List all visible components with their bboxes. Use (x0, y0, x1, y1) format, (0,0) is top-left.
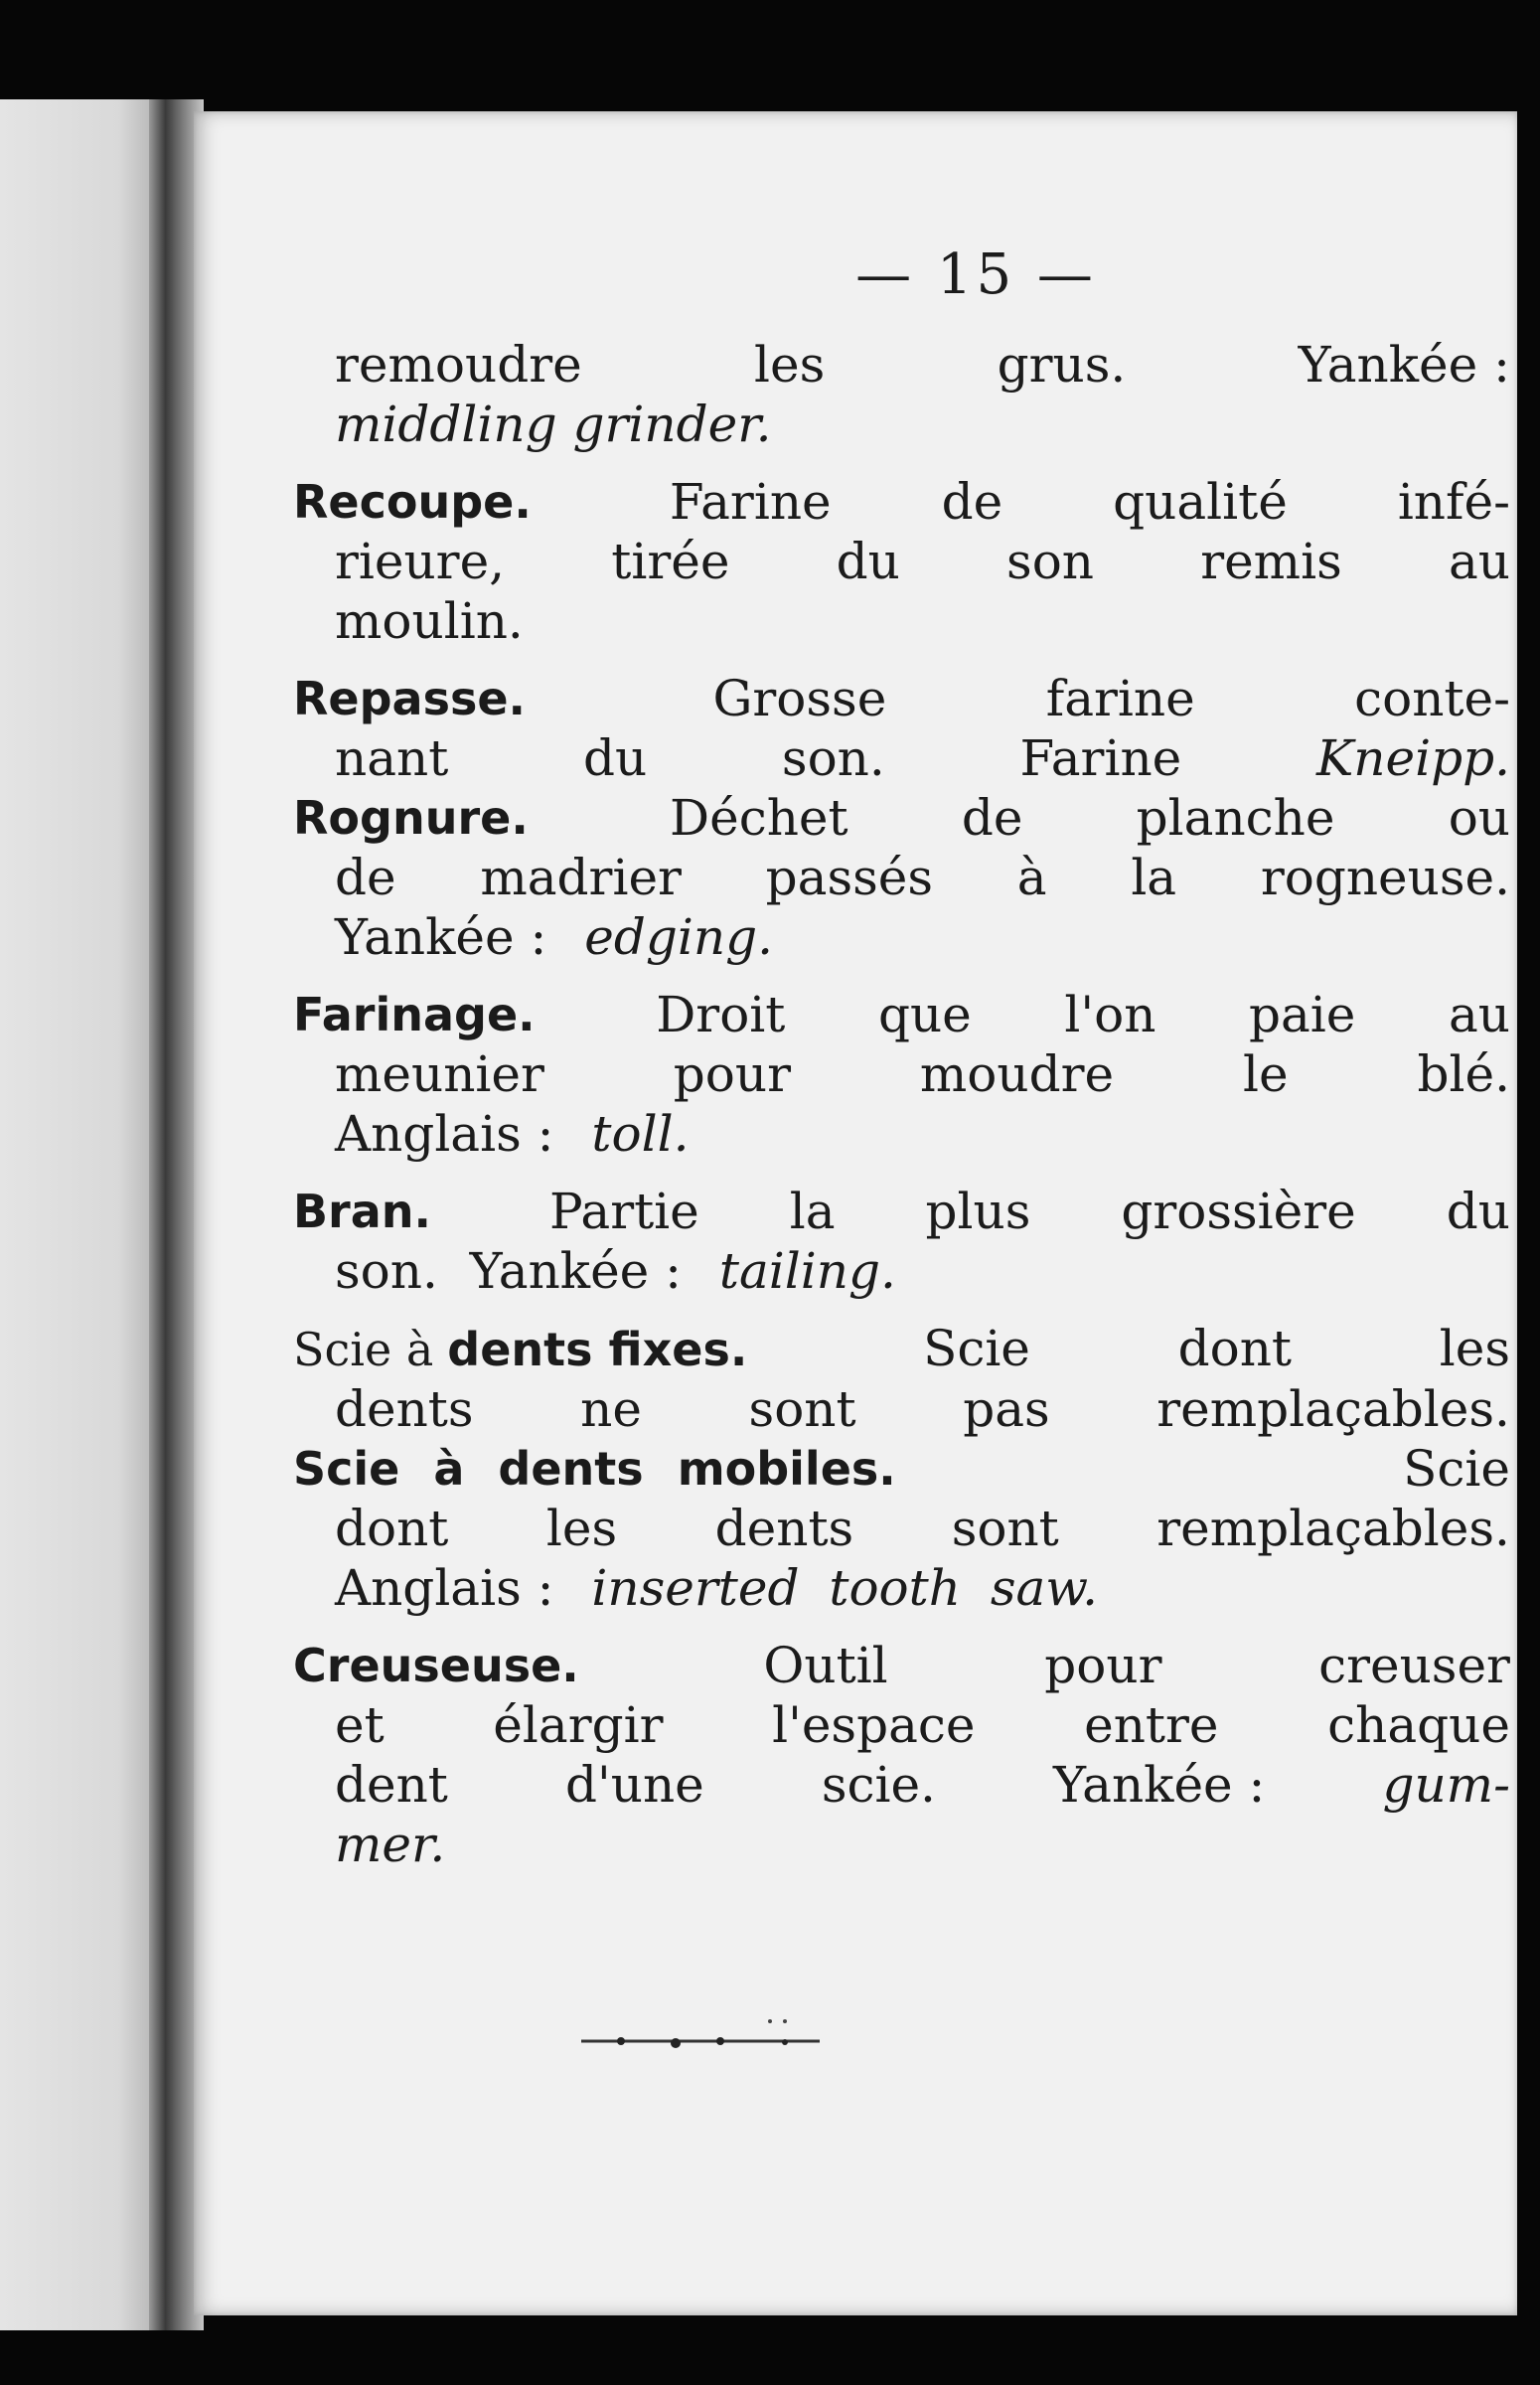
text-line: et élargir l'espace entre chaque (335, 1696, 1510, 1754)
page-text (293, 242, 1510, 1874)
entry-bran (293, 1182, 1510, 1301)
text-line: Creuseuse. Outil pour creuser (293, 1637, 1510, 1694)
text-line: dents ne sont pas remplaçables. (335, 1380, 1510, 1438)
entry-scie-dents-mobiles (293, 1439, 1510, 1618)
text-line: Scie à dents fixes. Scie dont les (293, 1320, 1510, 1377)
entry-repasse (293, 669, 1510, 788)
text-line: nant du son. Farine Kneipp. (335, 729, 1510, 787)
text-line: rieure, tirée du son remis au (335, 533, 1510, 590)
text-line: remoudre les grus. Yankée : (335, 336, 1510, 394)
text-line: de madrier passés à la rogneuse. (335, 849, 1510, 906)
entry-term: Repasse. (293, 672, 527, 725)
text-line: Rognure. Déchet de planche ou (293, 789, 1510, 847)
entry-recoupe (293, 472, 1510, 651)
entry-term: dents fixes. (447, 1323, 748, 1376)
text-line: meunier pour moudre le blé. (335, 1045, 1510, 1103)
text-line: son. Yankée : tailing. (335, 1242, 896, 1300)
text-line: Yankée : edging. (335, 908, 773, 966)
text-line: Anglais : inserted tooth saw. (335, 1559, 1099, 1617)
text-line: middling grinder. (335, 396, 772, 453)
entry-term-group (293, 1319, 775, 1379)
page-number: — 15 — (855, 242, 1097, 307)
entry-continuation (293, 335, 1510, 454)
text-line: Anglais : toll. (335, 1105, 690, 1163)
entry-term: Rognure. (293, 791, 529, 845)
entry-term: Scie à dents mobiles. (293, 1442, 896, 1496)
text-line: Bran. Partie la plus grossière du (293, 1183, 1510, 1240)
entry-term: Bran. (293, 1185, 432, 1238)
entry-term: Farinage. (293, 988, 536, 1041)
text-line: moulin. (335, 592, 524, 650)
text-line: Farinage. Droit que l'on paie au (293, 986, 1510, 1043)
entry-creuseuse (293, 1636, 1510, 1874)
text-line: Repasse. Grosse farine conte- (293, 670, 1510, 727)
entry-farinage (293, 985, 1510, 1164)
text-line: Scie à dents mobiles. Scie (293, 1440, 1510, 1498)
facing-page-edge (0, 99, 169, 2330)
text-line: dent d'une scie. Yankée : gum- (335, 1756, 1510, 1814)
entry-term: Recoupe. (293, 475, 532, 529)
entry-term: Creuseuse. (293, 1639, 579, 1692)
entry-rognure (293, 788, 1510, 967)
book-page (194, 111, 1517, 2315)
entry-term-prefix: Scie à (293, 1323, 434, 1376)
ornament-rule-icon (581, 2019, 820, 2059)
text-line: Recoupe. Farine de qualité infé- (293, 473, 1510, 531)
entry-scie-dents-fixes (293, 1319, 1510, 1439)
text-line: mer. (335, 1816, 446, 1873)
text-line: dont les dents sont remplaçables. (335, 1500, 1510, 1557)
